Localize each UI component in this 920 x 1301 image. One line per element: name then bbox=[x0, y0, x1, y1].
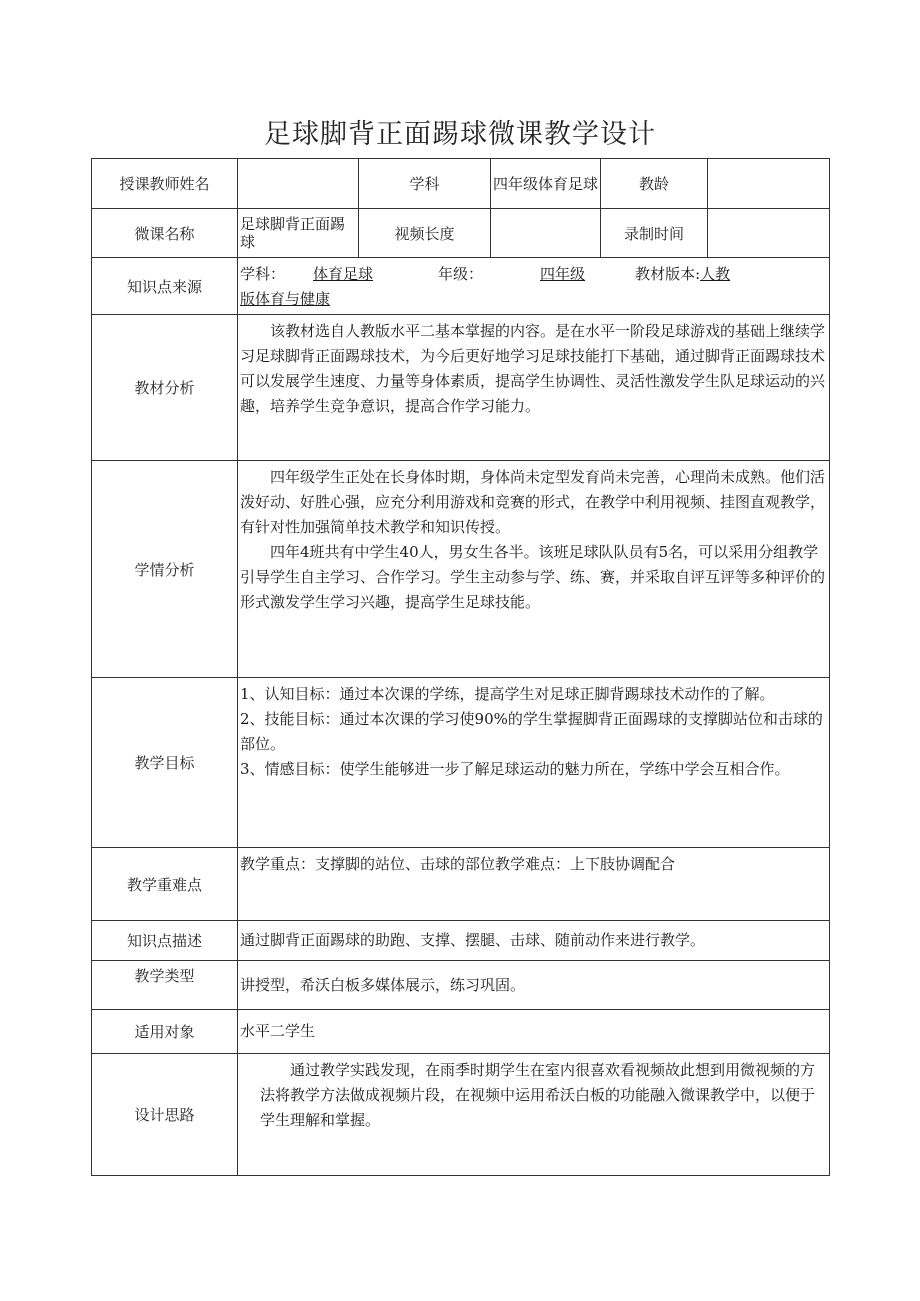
student-analysis-label: 学情分析 bbox=[92, 461, 238, 678]
page-title: 足球脚背正面踢球微课教学设计 bbox=[264, 119, 656, 150]
teaching-type-text: 讲授型，希沃白板多媒体展示，练习巩固。 bbox=[240, 975, 526, 994]
knowledge-description-value bbox=[238, 921, 830, 961]
row-microlesson bbox=[92, 209, 830, 258]
teaching-type-label: 教学类型 bbox=[92, 961, 238, 1010]
student-analysis-paragraph-1: 四年级学生正处在长身体时期，身体尚未定型发育尚未完善，心理尚未成熟。他们活泼好动、好胜心强，应充分利用游戏和竞赛的形式，在教学中利用视频、挂图直观教学，有针对性加强简单技术教学和知识传授。 bbox=[240, 468, 826, 536]
material-analysis-text: 该教材选自人教版水平二基本掌握的内容。是在水平一阶段足球游戏的基础上继续学习足球脚背正面踢球技术，为今后更好地学习足球技能打下基础，通过脚背正面踢球技术可以发展学生速度、力量等身体素质，提高学生协调性、灵活性激发学生队足球运动的兴趣，培养学生竞争意识，提高合作学习能力。 bbox=[240, 322, 826, 415]
row-knowledge-description bbox=[92, 921, 830, 961]
video-length-value[interactable] bbox=[491, 209, 601, 258]
subject-label: 学科 bbox=[359, 159, 491, 209]
audience-text: 水平二学生 bbox=[240, 1022, 316, 1040]
teaching-goals-label: 教学目标 bbox=[92, 678, 238, 848]
material-analysis-label: 教材分析 bbox=[92, 315, 238, 461]
goal-emotional: 3、情感目标：使学生能够进一步了解足球运动的魅力所在，学练中学会互相合作。 bbox=[240, 760, 790, 778]
teaching-type-value bbox=[238, 961, 830, 1010]
microlesson-name-value[interactable]: 足球脚背正面踢球 bbox=[238, 209, 359, 258]
microlesson-name-label: 微课名称 bbox=[92, 209, 238, 258]
row-teaching-goals bbox=[92, 678, 830, 848]
key-points-label: 教学重难点 bbox=[92, 848, 238, 921]
teaching-years-label: 教龄 bbox=[601, 159, 708, 209]
source-edition-value-2: 版体育与健康 bbox=[240, 290, 331, 308]
video-length-label: 视频长度 bbox=[359, 209, 491, 258]
row-teaching-type bbox=[92, 961, 830, 1010]
row-audience bbox=[92, 1010, 830, 1054]
student-analysis-paragraph-2: 四年4班共有中学生40人，男女生各半。该班足球队队员有5名，可以采用分组教学引导学生自主学习、合作学习。学生主动参与学、练、赛，并采取自评互评等多种评价的形式激发学生学习兴趣，提高学生足球技能。 bbox=[240, 543, 826, 611]
audience-label: 适用对象 bbox=[92, 1010, 238, 1054]
teaching-years-value[interactable] bbox=[708, 159, 830, 209]
knowledge-source-value bbox=[238, 258, 830, 315]
source-subject-value: 体育足球 bbox=[313, 265, 374, 283]
material-analysis-value bbox=[238, 315, 830, 461]
record-time-label: 录制时间 bbox=[601, 209, 708, 258]
knowledge-description-text: 通过脚背正面踢球的助跑、支撑、摆腿、击球、随前动作来进行教学。 bbox=[240, 931, 706, 949]
teacher-name-label: 授课教师姓名 bbox=[92, 159, 238, 209]
subject-value[interactable]: 四年级体育足球 bbox=[491, 159, 601, 209]
source-edition-value-1: 人教 bbox=[700, 265, 731, 283]
key-points-value bbox=[238, 848, 830, 921]
source-grade-value: 四年级 bbox=[540, 265, 586, 283]
audience-value bbox=[238, 1010, 830, 1054]
teaching-goals-value bbox=[238, 678, 830, 848]
source-subject-key: 学科： bbox=[240, 265, 286, 283]
key-points-text: 教学重点：支撑脚的站位、击球的部位教学难点：上下肢协调配合 bbox=[240, 855, 676, 873]
goal-cognitive: 1、认知目标：通过本次课的学练，提高学生对足球正脚背踢球技术动作的了解。 bbox=[240, 685, 775, 703]
lesson-design-table bbox=[91, 158, 830, 1176]
knowledge-source-line-2 bbox=[240, 287, 827, 312]
row-knowledge-source bbox=[92, 258, 830, 315]
row-student-analysis bbox=[92, 461, 830, 678]
design-ideas-label: 设计思路 bbox=[92, 1054, 238, 1176]
row-design-ideas bbox=[92, 1054, 830, 1176]
design-ideas-text: 通过教学实践发现，在雨季时期学生在室内很喜欢看视频故此想到用微视频的方法将教学方法做成视频片段，在视频中运用希沃白板的功能融入微课教学中，以便于学生理解和掌握。 bbox=[260, 1061, 816, 1129]
goal-skill: 2、技能目标：通过本次课的学习使90%的学生掌握脚背正面踢球的支撑脚站位和击球的部位。 bbox=[240, 710, 823, 753]
row-key-points bbox=[92, 848, 830, 921]
row-teacher bbox=[92, 159, 830, 209]
knowledge-source-line-1 bbox=[240, 262, 827, 287]
source-grade-key: 年级： bbox=[438, 265, 484, 283]
teacher-name-value[interactable] bbox=[238, 159, 359, 209]
record-time-value[interactable] bbox=[708, 209, 830, 258]
knowledge-source-label: 知识点来源 bbox=[92, 258, 238, 315]
design-ideas-value bbox=[238, 1054, 830, 1176]
student-analysis-value bbox=[238, 461, 830, 678]
source-edition-key: 教材版本: bbox=[635, 265, 701, 283]
knowledge-description-label: 知识点描述 bbox=[92, 921, 238, 961]
row-material-analysis bbox=[92, 315, 830, 461]
